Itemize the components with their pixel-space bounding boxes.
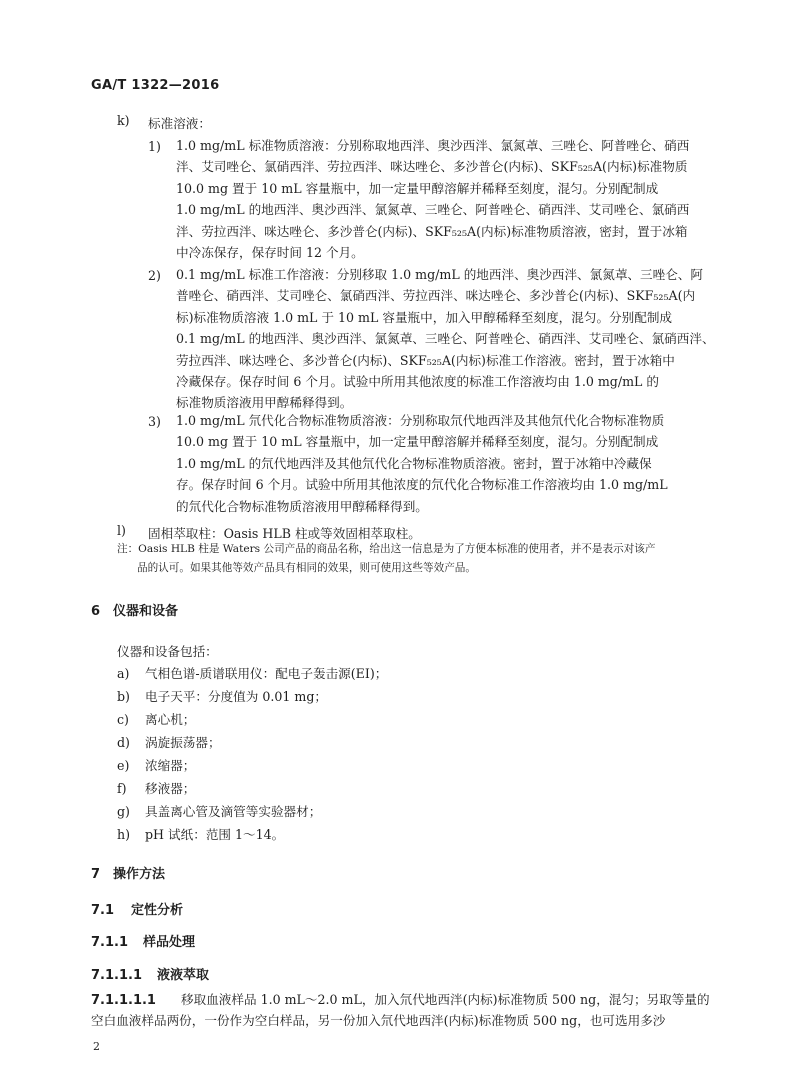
section-6-number: 6: [91, 604, 101, 619]
section-7-1-1-title: 样品处理: [143, 935, 196, 950]
note-line: 品的认可。如果其他等效产品具有相同的效果，则可使用这些等效产品。: [137, 562, 476, 574]
section-7-1-1-1-1-number: 7.1.1.1.1: [91, 993, 156, 1008]
text-line: 中冷冻保存，保存时间 12 个月。: [176, 245, 364, 261]
subitem-3-paragraph: [176, 410, 716, 517]
list-text: 离心机；: [145, 712, 196, 727]
list-marker: d): [117, 735, 130, 750]
note-block: [117, 540, 717, 578]
text-line: 的氘代化合物标准物质溶液用甲醇稀释得到。: [176, 498, 428, 514]
list-item: [117, 732, 221, 751]
list-text: 涡旋振荡器；: [145, 735, 221, 750]
item-l-text: 固相萃取柱：Oasis HLB 柱或等效固相萃取柱。: [148, 526, 421, 541]
section-7-1-1-1-title: 液液萃取: [157, 968, 210, 983]
subitem-1-paragraph: [176, 135, 716, 263]
list-text: 移液器；: [145, 781, 196, 796]
item-l-label: l): [117, 523, 126, 538]
text-line: 0.1 mg/mL 的地西泮、奥沙西泮、氯氮䓬、三唑仑、阿普唑仑、硝西泮、艾司唑仑、氯硝西泮、: [176, 331, 715, 347]
list-text: 气相色谱-质谱联用仪：配电子轰击源(EI)；: [145, 666, 388, 681]
text-line: 10.0 mg 置于 10 mL 容量瓶中，加一定量甲醇溶解并稀释至刻度，混匀。分别配制成: [176, 434, 659, 450]
list-item: [117, 686, 327, 705]
list-marker: e): [117, 758, 130, 773]
text-line: 泮、艾司唑仑、氯硝西泮、劳拉西泮、咪达唑仑、多沙普仑(内标)、SKF₅₂₅A(内标)标准物质: [176, 159, 688, 175]
list-item: [117, 778, 195, 797]
section-7-1-1-1-heading: [91, 964, 209, 983]
item-k-title: 标准溶液：: [148, 116, 211, 131]
subitem-2-paragraph: [176, 264, 716, 414]
text-line: 标准物质溶液用甲醇稀释得到。: [176, 395, 353, 411]
text-line: 移取血液样品 1.0 mL～2.0 mL，加入氘代地西泮(内标)标准物质 500 ng，混匀；另取等量的: [181, 992, 710, 1007]
standard-number: GA/T 1322—2016: [91, 78, 220, 93]
list-item: [117, 755, 195, 774]
list-item: [117, 824, 284, 843]
section-7-1-title: 定性分析: [131, 903, 184, 918]
list-text: 电子天平：分度值为 0.01 mg；: [145, 689, 327, 704]
text-line: 0.1 mg/mL 标准工作溶液：分别移取 1.0 mg/mL 的地西泮、奥沙西泮、氯氮䓬、三唑仑、阿: [176, 267, 703, 282]
section-7-1-1-1-1-paragraph: [91, 989, 716, 1032]
list-item: [117, 801, 321, 820]
section-7-1-number: 7.1: [91, 903, 115, 918]
list-marker: g): [117, 804, 130, 819]
subitem-2-marker: 2): [148, 268, 161, 283]
item-k-label: k): [117, 113, 130, 128]
list-marker: f): [117, 781, 127, 796]
list-marker: a): [117, 666, 130, 681]
text-line: 1.0 mg/mL 氘代化合物标准物质溶液：分别称取氘代地西泮及其他氘代化合物标准物质: [176, 413, 665, 428]
text-line: 劳拉西泮、咪达唑仑、多沙普仑(内标)、SKF₅₂₅A(内标)标准工作溶液。密封，置于冰箱中: [176, 352, 675, 368]
list-text: 浓缩器；: [145, 758, 196, 773]
text-line: 1.0 mg/mL 的氘代地西泮及其他氘代化合物标准物质溶液。密封，置于冰箱中冷藏保: [176, 455, 652, 471]
section-7-1-heading: [91, 899, 183, 918]
section-6-intro: 仪器和设备包括：: [117, 644, 218, 659]
section-7-1-1-1-number: 7.1.1.1: [91, 968, 142, 983]
list-marker: c): [117, 712, 129, 727]
subitem-1-marker: 1): [148, 139, 161, 154]
section-7-title: 操作方法: [113, 867, 166, 882]
text-line: 1.0 mg/mL 的地西泮、奥沙西泮、氯氮䓬、三唑仑、阿普唑仑、硝西泮、艾司唑仑、氯硝西: [176, 202, 690, 218]
page-number: 2: [93, 1040, 100, 1053]
section-6-title: 仪器和设备: [113, 604, 179, 619]
list-item: [117, 663, 387, 682]
list-marker: b): [117, 689, 130, 704]
subitem-3-marker: 3): [148, 414, 161, 429]
text-line: 普唑仑、硝西泮、艾司唑仑、氯硝西泮、劳拉西泮、咪达唑仑、多沙普仑(内标)、SKF₅₂₅A(内: [176, 288, 696, 304]
section-6-heading: [91, 600, 178, 619]
text-line: 冷藏保存。保存时间 6 个月。试验中所用其他浓度的标准工作溶液均由 1.0 mg/mL 的: [176, 374, 660, 390]
list-item: [117, 709, 195, 728]
text-line: 空白血液样品两份，一份作为空白样品，另一份加入氘代地西泮(内标)标准物质 500 ng，也可选用多沙: [91, 1013, 666, 1029]
text-line: 泮、劳拉西泮、咪达唑仑、多沙普仑(内标)、SKF₅₂₅A(内标)标准物质溶液，密封，置于冰箱: [176, 223, 688, 239]
list-text: 具盖离心管及滴管等实验器材；: [145, 804, 322, 819]
list-marker: h): [117, 827, 131, 842]
section-7-1-1-number: 7.1.1: [91, 935, 129, 950]
text-line: 标)标准物质溶液 1.0 mL 于 10 mL 容量瓶中，加入甲醇稀释至刻度，混匀。分别配制成: [176, 309, 673, 325]
section-7-heading: [91, 863, 165, 882]
text-line: 1.0 mg/mL 标准物质溶液：分别称取地西泮、奥沙西泮、氯氮䓬、三唑仑、阿普唑仑、硝西: [176, 138, 690, 153]
list-text: pH 试纸：范围 1～14。: [145, 827, 285, 842]
section-7-number: 7: [91, 867, 101, 882]
section-7-1-1-heading: [91, 931, 195, 950]
text-line: 存。保存时间 6 个月。试验中所用其他浓度的氘代化合物标准工作溶液均由 1.0 mg/mL: [176, 477, 668, 493]
note-line: 注：Oasis HLB 柱是 Waters 公司产品的商品名称，给出这一信息是为了方便本标准的使用者，并不是表示对该产: [117, 543, 656, 555]
text-line: 10.0 mg 置于 10 mL 容量瓶中，加一定量甲醇溶解并稀释至刻度，混匀。分别配制成: [176, 180, 659, 196]
